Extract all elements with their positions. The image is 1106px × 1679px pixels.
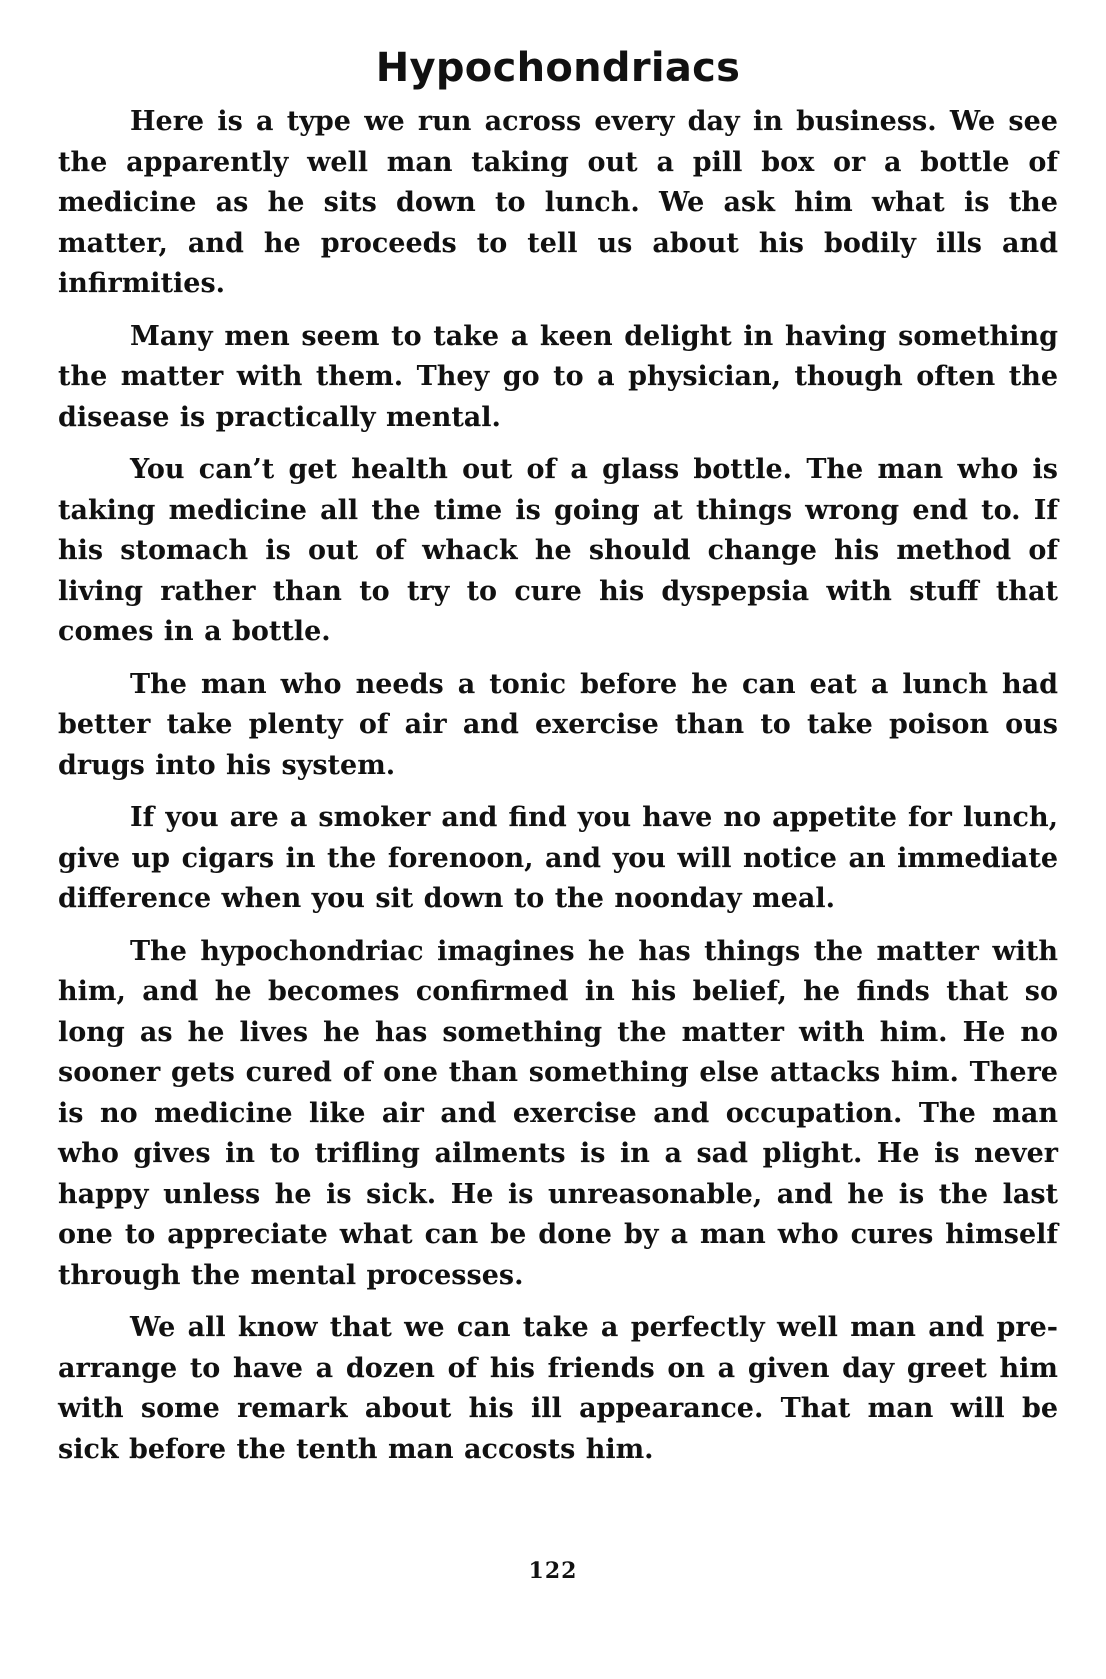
paragraph-2: Many men seem to take a keen delight in having something the matter with them. They go to a physician, though often the disease is practically mental. — [58, 320, 1058, 433]
page-content — [58, 40, 1058, 1482]
paragraph-6: The hypochondriac imagines he has things the matter with him, and he becomes confirmed in his belief, he finds that so long as he lives he has something the matter with him. He no sooner gets cured of one than something else attacks him. There is no medicine like air and exercise and occupation. The man who gives in to trifling ailments is in a sad plight. He is never happy unless he is sick. He is unreasonable, and he is the last one to appreciate what can be done by a man who cures himself through the mental processes. — [58, 935, 1058, 1291]
paragraph-7: We all know that we can take a perfectly well man and pre-arrange to have a dozen of his friends on a given day greet him with some remark about his ill appearance. That man will be sick before the tenth man accosts him. — [58, 1312, 1058, 1465]
page-number: 122 — [528, 1558, 578, 1584]
paragraph-3: You can’t get health out of a glass bottle. The man who is taking medicine all the time is going at things wrong end to. If his stomach is out of whack he should change his method of living rather than to try to cure his dyspepsia with stuff that comes in a bottle. — [58, 454, 1058, 647]
paragraph-5: If you are a smoker and find you have no appetite for lunch, give up cigars in the forenoon, and you will notice an immediate difference when you sit down to the noonday meal. — [58, 802, 1058, 914]
paragraph-1: Here is a type we run across every day in business. We see the apparently well man taking out a pill box or a bottle of medicine as he sits down to lunch. We ask him what is the matter, and he proceeds to tell us about his bodily ills and infirmities. — [58, 106, 1058, 299]
page-title: Hypochondriacs — [375, 45, 741, 91]
paragraph-4: The man who needs a tonic before he can eat a lunch had better take plenty of air and exercise than to take poison ous drugs into his system. — [58, 668, 1058, 781]
